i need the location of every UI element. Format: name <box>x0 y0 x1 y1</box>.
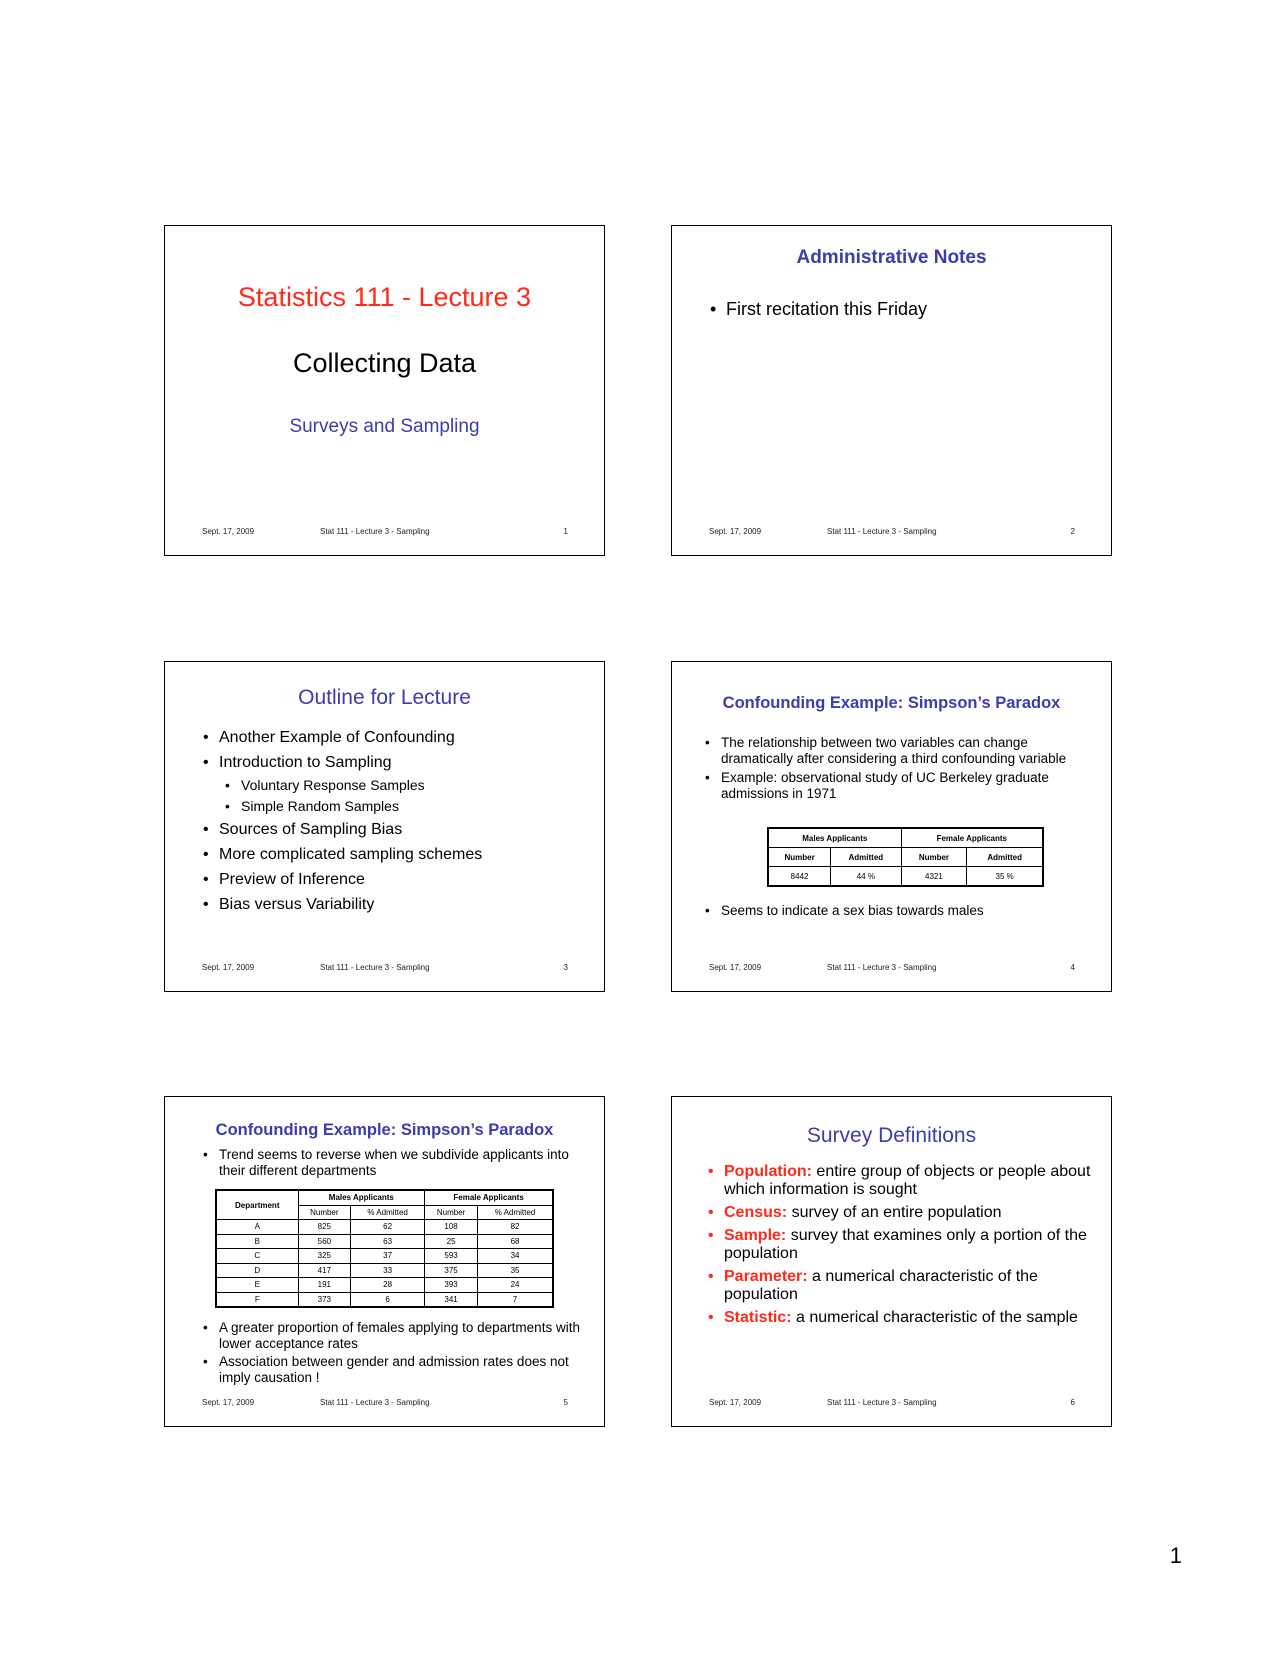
table-cell: 560 <box>298 1234 351 1249</box>
bullet-item: • Seems to indicate a sex bias towards males <box>705 903 1091 918</box>
definition-term: Sample: <box>724 1227 787 1244</box>
definition-text: survey of an entire population <box>787 1204 1002 1221</box>
bullet-list <box>203 1147 584 1179</box>
slide-subtitle: Collecting Data <box>292 348 477 378</box>
definition-term: Population: <box>724 1163 812 1180</box>
table-row <box>216 1263 553 1278</box>
table-cell: 417 <box>298 1263 351 1278</box>
table-cell: D <box>216 1263 298 1278</box>
slide-4 <box>671 661 1112 992</box>
table-row <box>216 1234 553 1249</box>
definition-text: a numerical characteristic of the sample <box>791 1309 1078 1326</box>
table-cell: 37 <box>351 1249 425 1264</box>
table-cell: 28 <box>351 1278 425 1293</box>
table-cell: E <box>216 1278 298 1293</box>
outline-item: • More complicated sampling schemes <box>203 842 584 867</box>
slide-number: 5 <box>563 1398 568 1407</box>
footer-date: Sept. 17, 2009 <box>709 1398 762 1407</box>
table-row <box>216 1220 553 1235</box>
definition-term: Parameter: <box>724 1268 808 1285</box>
table-cell: 8442 <box>768 867 831 887</box>
slide-3 <box>164 661 605 992</box>
definition-item <box>708 1268 1091 1304</box>
bullet-list <box>705 735 1091 805</box>
bullet-list <box>705 903 1091 918</box>
footer-date: Sept. 17, 2009 <box>709 527 762 536</box>
table-row <box>216 1278 553 1293</box>
table-cell: 373 <box>298 1292 351 1307</box>
table-cell: 325 <box>298 1249 351 1264</box>
footer-date: Sept. 17, 2009 <box>202 963 255 972</box>
footer-title: Stat 111 - Lecture 3 - Sampling <box>827 1398 937 1407</box>
department-table <box>215 1189 554 1308</box>
slide-footer <box>709 1398 1075 1410</box>
outline-item: • Bias versus Variability <box>203 892 584 917</box>
slide-title: Administrative Notes <box>796 247 987 268</box>
slide-footer <box>202 963 568 975</box>
bullet-item: • Trend seems to reverse when we subdivide applicants into their different departments <box>203 1147 584 1179</box>
bullet-item: • Example: observational study of UC Berkeley graduate admissions in 1971 <box>705 770 1091 802</box>
outline-item: • Sources of Sampling Bias <box>203 817 584 842</box>
footer-title: Stat 111 - Lecture 3 - Sampling <box>320 527 430 536</box>
outline-subitem: • Simple Random Samples <box>225 796 584 817</box>
slide-title: Outline for Lecture <box>298 686 471 709</box>
slide-number: 4 <box>1070 963 1075 972</box>
table-cell: 393 <box>425 1278 478 1293</box>
footer-date: Sept. 17, 2009 <box>202 527 255 536</box>
table-row <box>768 867 1043 887</box>
table-cell: 35 <box>478 1263 553 1278</box>
table-cell: 825 <box>298 1220 351 1235</box>
table-cell: A <box>216 1220 298 1235</box>
definition-item <box>708 1309 1091 1327</box>
footer-title: Stat 111 - Lecture 3 - Sampling <box>320 963 430 972</box>
table-cell: B <box>216 1234 298 1249</box>
definition-text: survey that examines only a portion of the population <box>724 1227 1087 1262</box>
slide-number: 6 <box>1070 1398 1075 1407</box>
outline-list <box>203 725 584 917</box>
slide-title: Statistics 111 - Lecture 3 <box>237 282 532 312</box>
outline-subitem: • Voluntary Response Samples <box>225 775 584 796</box>
slide-6 <box>671 1096 1112 1427</box>
slide-footer <box>202 527 568 539</box>
bullet-item: • A greater proportion of females applying to departments with lower acceptance rates <box>203 1320 584 1352</box>
table-column-header: Admitted <box>831 848 901 867</box>
table-group-header: Males Applicants <box>768 828 901 848</box>
bullet-item: • First recitation this Friday <box>710 299 1091 320</box>
footer-title: Stat 111 - Lecture 3 - Sampling <box>320 1398 430 1407</box>
definition-term: Statistic: <box>724 1309 792 1326</box>
footer-date: Sept. 17, 2009 <box>202 1398 255 1407</box>
table-cell: 4321 <box>901 867 967 887</box>
table-cell: 341 <box>425 1292 478 1307</box>
table-column-header: Number <box>425 1205 478 1220</box>
page-number: 1 <box>1169 1543 1182 1568</box>
table-column-header: Department <box>216 1190 298 1220</box>
table-column-header: Number <box>298 1205 351 1220</box>
table-cell: 375 <box>425 1263 478 1278</box>
table-cell: 6 <box>351 1292 425 1307</box>
definition-text: a numerical characteristic of the population <box>724 1268 1038 1303</box>
footer-title: Stat 111 - Lecture 3 - Sampling <box>827 963 937 972</box>
table-cell: 108 <box>425 1220 478 1235</box>
table-row <box>216 1249 553 1264</box>
slide-subsubtitle: Surveys and Sampling <box>289 416 480 437</box>
table-column-header: Number <box>768 848 831 867</box>
table-cell: 7 <box>478 1292 553 1307</box>
table-column-header: % Admitted <box>351 1205 425 1220</box>
bullet-list <box>710 299 1091 320</box>
table-column-header: % Admitted <box>478 1205 553 1220</box>
table-cell: 68 <box>478 1234 553 1249</box>
table-cell: 44 % <box>831 867 901 887</box>
slide-footer <box>202 1398 568 1410</box>
slide-2 <box>671 225 1112 556</box>
slide-title: Confounding Example: Simpson’s Paradox <box>722 694 1061 712</box>
slide-title: Confounding Example: Simpson’s Paradox <box>215 1121 554 1139</box>
table-cell: 63 <box>351 1234 425 1249</box>
table-cell: 24 <box>478 1278 553 1293</box>
definition-item <box>708 1163 1091 1199</box>
slide-number: 2 <box>1070 527 1075 536</box>
table-cell: 34 <box>478 1249 553 1264</box>
bullet-item: • The relationship between two variables can change dramatically after considering a third confounding variable <box>705 735 1091 767</box>
table-cell: 593 <box>425 1249 478 1264</box>
table-cell: F <box>216 1292 298 1307</box>
admissions-table <box>767 827 1044 887</box>
outline-item: • Introduction to Sampling <box>203 750 584 775</box>
slide-number: 1 <box>563 527 568 536</box>
slide-5 <box>164 1096 605 1427</box>
outline-item: • Another Example of Confounding <box>203 725 584 750</box>
table-cell: 33 <box>351 1263 425 1278</box>
table-group-header: Female Applicants <box>901 828 1043 848</box>
table-group-header: Female Applicants <box>425 1190 553 1205</box>
slide-1 <box>164 225 605 556</box>
table-cell: 191 <box>298 1278 351 1293</box>
definition-term: Census: <box>724 1204 788 1221</box>
slide-footer <box>709 527 1075 539</box>
definition-list <box>708 1163 1091 1332</box>
definition-item <box>708 1204 1091 1222</box>
table-cell: C <box>216 1249 298 1264</box>
slide-number: 3 <box>563 963 568 972</box>
footer-title: Stat 111 - Lecture 3 - Sampling <box>827 527 937 536</box>
table-cell: 35 % <box>967 867 1043 887</box>
footer-date: Sept. 17, 2009 <box>709 963 762 972</box>
outline-item: • Preview of Inference <box>203 867 584 892</box>
definition-item <box>708 1227 1091 1263</box>
definition-text: entire group of objects or people about which information is sought <box>724 1163 1091 1198</box>
table-cell: 82 <box>478 1220 553 1235</box>
bullet-item: • Association between gender and admission rates does not imply causation ! <box>203 1354 584 1386</box>
table-column-header: Admitted <box>967 848 1043 867</box>
bullet-list <box>203 1320 584 1388</box>
table-cell: 25 <box>425 1234 478 1249</box>
table-cell: 62 <box>351 1220 425 1235</box>
table-column-header: Number <box>901 848 967 867</box>
table-group-header: Males Applicants <box>298 1190 425 1205</box>
slide-title: Survey Definitions <box>806 1124 977 1147</box>
table-row <box>216 1292 553 1307</box>
slide-footer <box>709 963 1075 975</box>
